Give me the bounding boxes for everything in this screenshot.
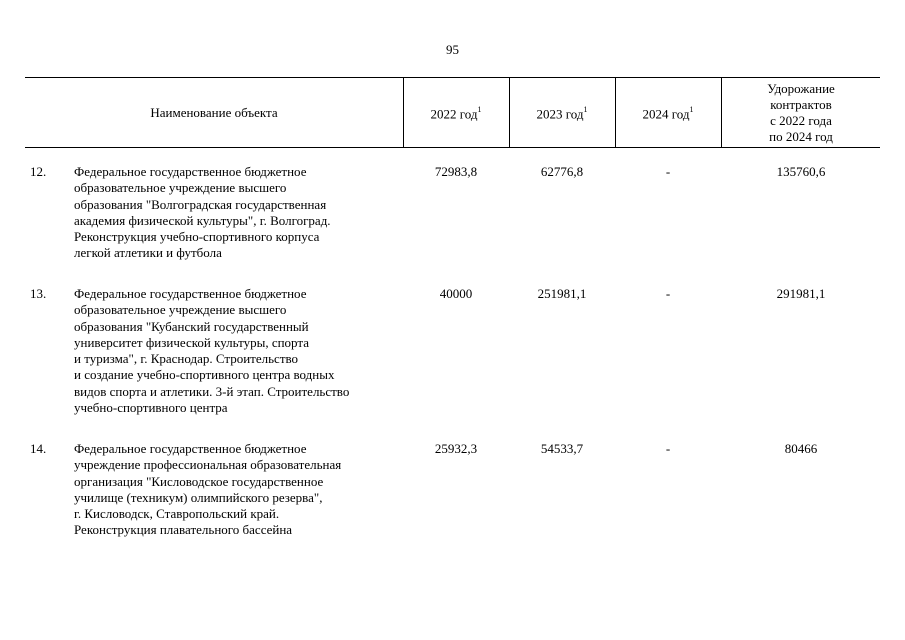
value-increase: 135760,6 bbox=[776, 164, 826, 179]
footnote-mark: 1 bbox=[477, 104, 482, 114]
table-header-bottom-rule bbox=[25, 147, 880, 148]
header-2022: 2022 год$^1$ bbox=[430, 104, 482, 122]
value-2024: - bbox=[665, 286, 671, 301]
value-2024: - bbox=[665, 164, 671, 179]
value-2022: 72983,8 bbox=[434, 164, 478, 179]
footnote-mark: 1 bbox=[689, 104, 694, 114]
row-number: 13. bbox=[30, 286, 47, 301]
object-name: Федеральное государственное бюджетное образовательное учреждение высшего образования "Кубанский государственный университет физической культуры, спорта и туризма", г. Краснодар. Строительство и создание учебно-спортивного центра водных видов спорта и атлетики. 3-й этап. Строительство учебно-спортивного центра bbox=[74, 286, 350, 416]
header-cost-increase: Удорожание контрактов с 2022 года по 2024 год bbox=[767, 80, 835, 144]
value-2023: 251981,1 bbox=[537, 286, 587, 301]
object-name: Федеральное государственное бюджетное образовательное учреждение высшего образования "Волгоградская государственная академия физической культуры", г. Волгоград. Реконструкция учебно-спортивного корпуса легкой атлетики и футбола bbox=[74, 164, 331, 261]
row-number: 14. bbox=[30, 441, 47, 456]
value-increase: 291981,1 bbox=[776, 286, 826, 301]
value-2023: 62776,8 bbox=[540, 164, 584, 179]
value-increase: 80466 bbox=[784, 441, 818, 456]
value-2022: 25932,3 bbox=[434, 441, 478, 456]
value-2023: 54533,7 bbox=[540, 441, 584, 456]
header-object-name: Наименование объекта bbox=[150, 104, 278, 120]
value-2022: 40000 bbox=[439, 286, 473, 301]
value-2024: - bbox=[665, 441, 671, 456]
object-name: Федеральное государственное бюджетное учреждение профессиональная образовательная организация "Кисловодское государственное училище (техникум) олимпийского резерва", г. Кисловодск, Ставропольский край. Реконструкция плавательного бассейна bbox=[74, 441, 342, 538]
page-number: 95 bbox=[446, 42, 459, 57]
header-2023: 2023 год$^1$ bbox=[536, 104, 588, 122]
header-2024: 2024 год$^1$ bbox=[642, 104, 694, 122]
footnote-mark: 1 bbox=[583, 104, 588, 114]
row-number: 12. bbox=[30, 164, 47, 179]
